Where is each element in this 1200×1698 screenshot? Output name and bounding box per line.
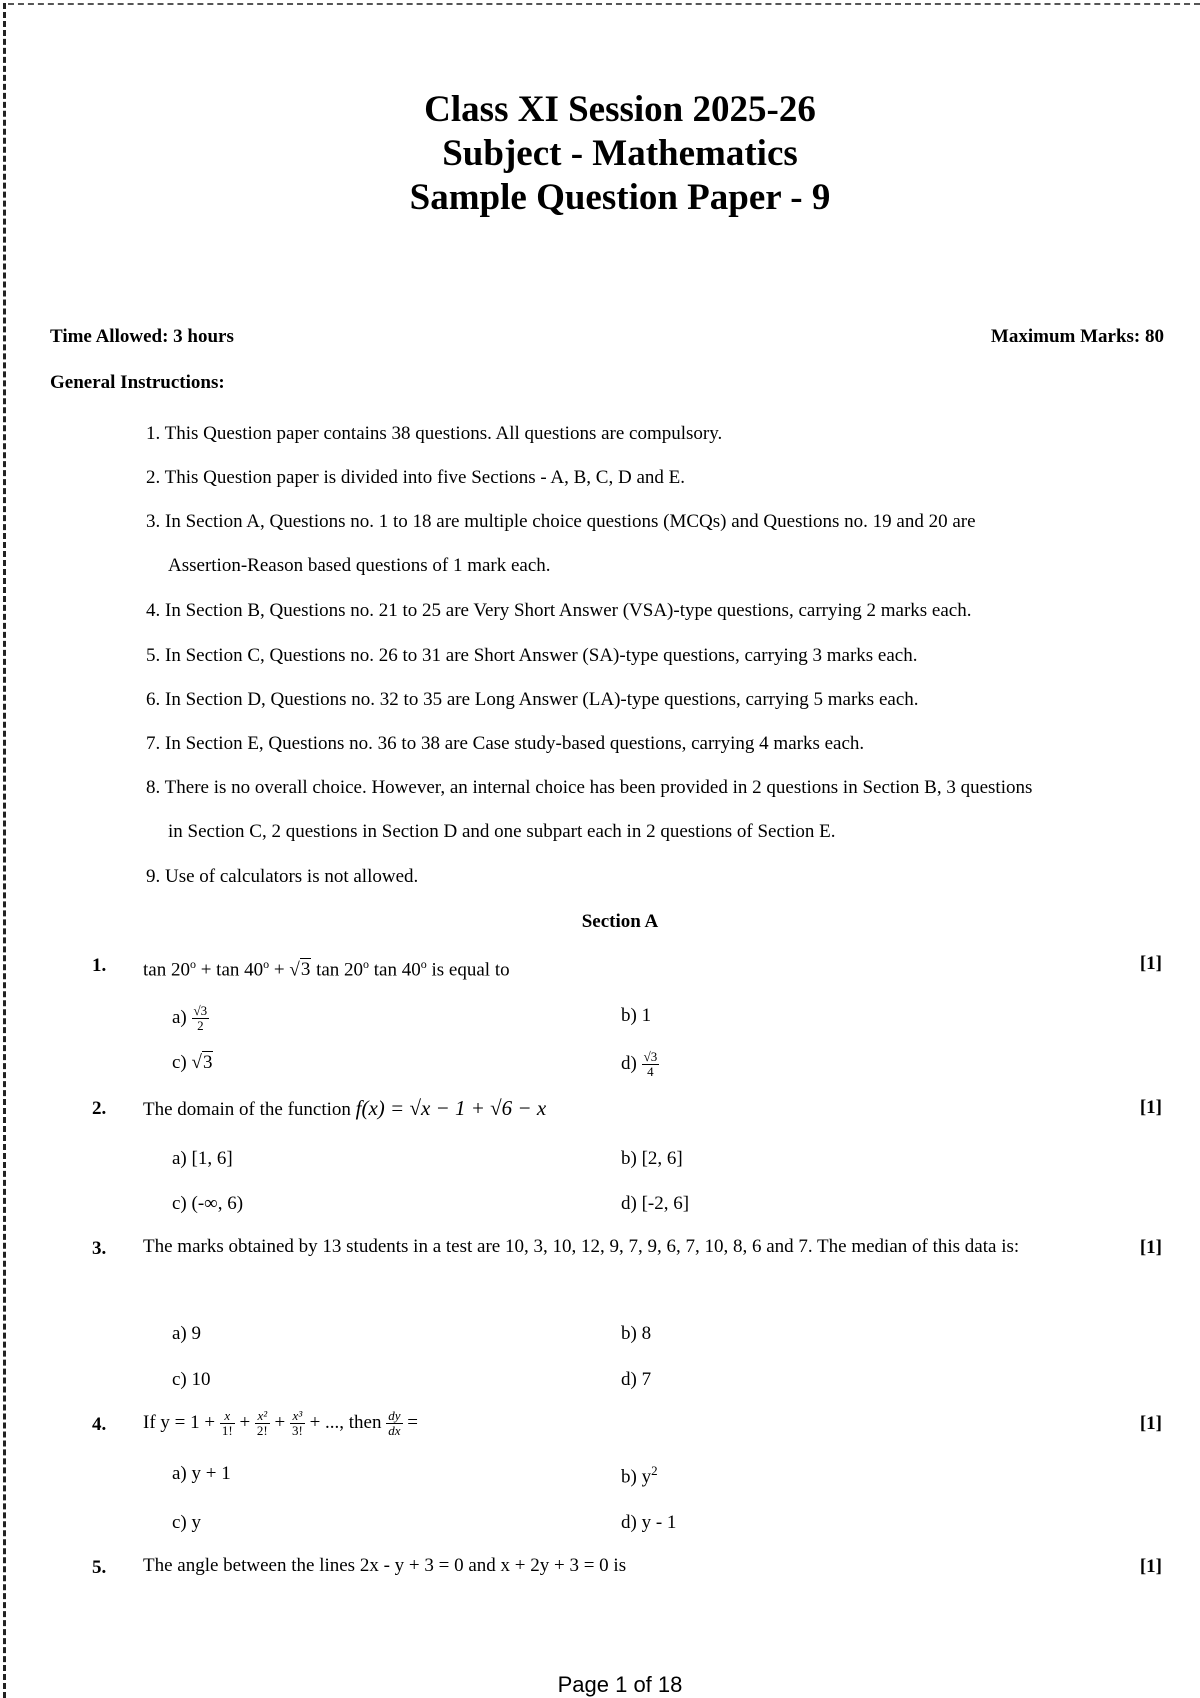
instruction-item: 5. In Section C, Questions no. 26 to 31 are Short Answer (SA)-type questions, carrying 3 marks each. [146, 645, 918, 666]
option-b: b) 8 [621, 1323, 652, 1344]
question-number: 3. [92, 1238, 107, 1259]
instructions-heading: General Instructions: [50, 372, 225, 393]
marks-badge: [1] [1139, 1237, 1162, 1258]
question-number: 4. [92, 1414, 107, 1435]
page-border-left [3, 3, 6, 1698]
option-b: b) [2, 6] [621, 1148, 683, 1169]
question-number: 2. [92, 1098, 107, 1119]
marks-badge: [1] [1139, 1556, 1162, 1577]
title-subject: Subject - Mathematics [442, 133, 798, 174]
option-d: d) y - 1 [621, 1512, 677, 1533]
instruction-item: 7. In Section E, Questions no. 36 to 38 are Case study-based questions, carrying 4 marks each. [146, 733, 865, 754]
time-allowed: Time Allowed: 3 hours [50, 326, 234, 347]
question-number: 5. [92, 1557, 107, 1578]
instruction-item-continued: in Section C, 2 questions in Section D and one subpart each in 2 questions of Section E. [168, 821, 836, 842]
instruction-item: 4. In Section B, Questions no. 21 to 25 are Very Short Answer (VSA)-type questions, carrying 2 marks each. [146, 600, 972, 621]
option-d: d) $\frac{√3}{4}$ [621, 1049, 658, 1079]
section-heading: Section A [581, 911, 659, 932]
instruction-item: 6. In Section D, Questions no. 32 to 35 are Long Answer (LA)-type questions, carrying 5 marks each. [146, 689, 919, 710]
option-c: c) (-∞, 6) [172, 1193, 244, 1214]
title-paper: Sample Question Paper - 9 [409, 177, 831, 218]
option-a: a) [1, 6] [172, 1148, 233, 1169]
question-text: $\tan 20^o + \tan 40^o + √3$ tan 20$^o$ tan 40$^o$ is equal to [143, 957, 510, 981]
question-text: If y = 1 + $\frac{x}{1!}$ + $\frac{\text{x²}}{2!}$ + $\frac{\text{x³}}{3!}$ + ..., then $\frac{dy}{dx}$ = [143, 1408, 418, 1439]
marks-badge: [1] [1139, 1097, 1162, 1118]
question-number: 1. [92, 955, 107, 976]
instruction-item: 2. This Question paper is divided into five Sections - A, B, C, D and E. [146, 467, 685, 488]
option-c: c) √3 [172, 1052, 213, 1073]
title-class-session: Class XI Session 2025-26 [424, 89, 816, 130]
question-text: The domain of the function f(x) = √x − 1 + √6 − x [143, 1096, 547, 1120]
option-a: a) $\frac{√3}{2}$ [172, 1003, 208, 1033]
page-footer: Page 1 of 18 [557, 1672, 683, 1697]
instruction-item: 3. In Section A, Questions no. 1 to 18 are multiple choice questions (MCQs) and Questions no. 19 and 20 are [146, 511, 976, 532]
option-d: d) 7 [621, 1369, 652, 1390]
marks-badge: [1] [1139, 953, 1162, 974]
page-border-top [8, 3, 1200, 5]
option-b: b) $y^2$ [621, 1463, 658, 1488]
maximum-marks: Maximum Marks: 80 [990, 326, 1164, 347]
option-a: a) y + 1 [172, 1463, 231, 1484]
option-b: b) 1 [621, 1005, 652, 1026]
marks-badge: [1] [1139, 1413, 1162, 1434]
option-a: a) 9 [172, 1323, 202, 1344]
instruction-item: 8. There is no overall choice. However, an internal choice has been provided in 2 questions in Section B, 3 questions [146, 777, 1033, 798]
question-text: The angle between the lines 2x - y + 3 = 0 and x + 2y + 3 = 0 is [143, 1555, 627, 1576]
option-c: c) y [172, 1512, 202, 1533]
option-d: d) [-2, 6] [621, 1193, 690, 1214]
instruction-item-continued: Assertion-Reason based questions of 1 mark each. [168, 555, 551, 576]
question-text: The marks obtained by 13 students in a test are 10, 3, 10, 12, 9, 7, 9, 6, 7, 10, 8, 6 and 7. The median of this data is: [143, 1236, 1020, 1257]
option-c: c) 10 [172, 1369, 211, 1390]
instruction-item: 9. Use of calculators is not allowed. [146, 866, 419, 887]
instruction-item: 1. This Question paper contains 38 questions. All questions are compulsory. [146, 423, 723, 444]
